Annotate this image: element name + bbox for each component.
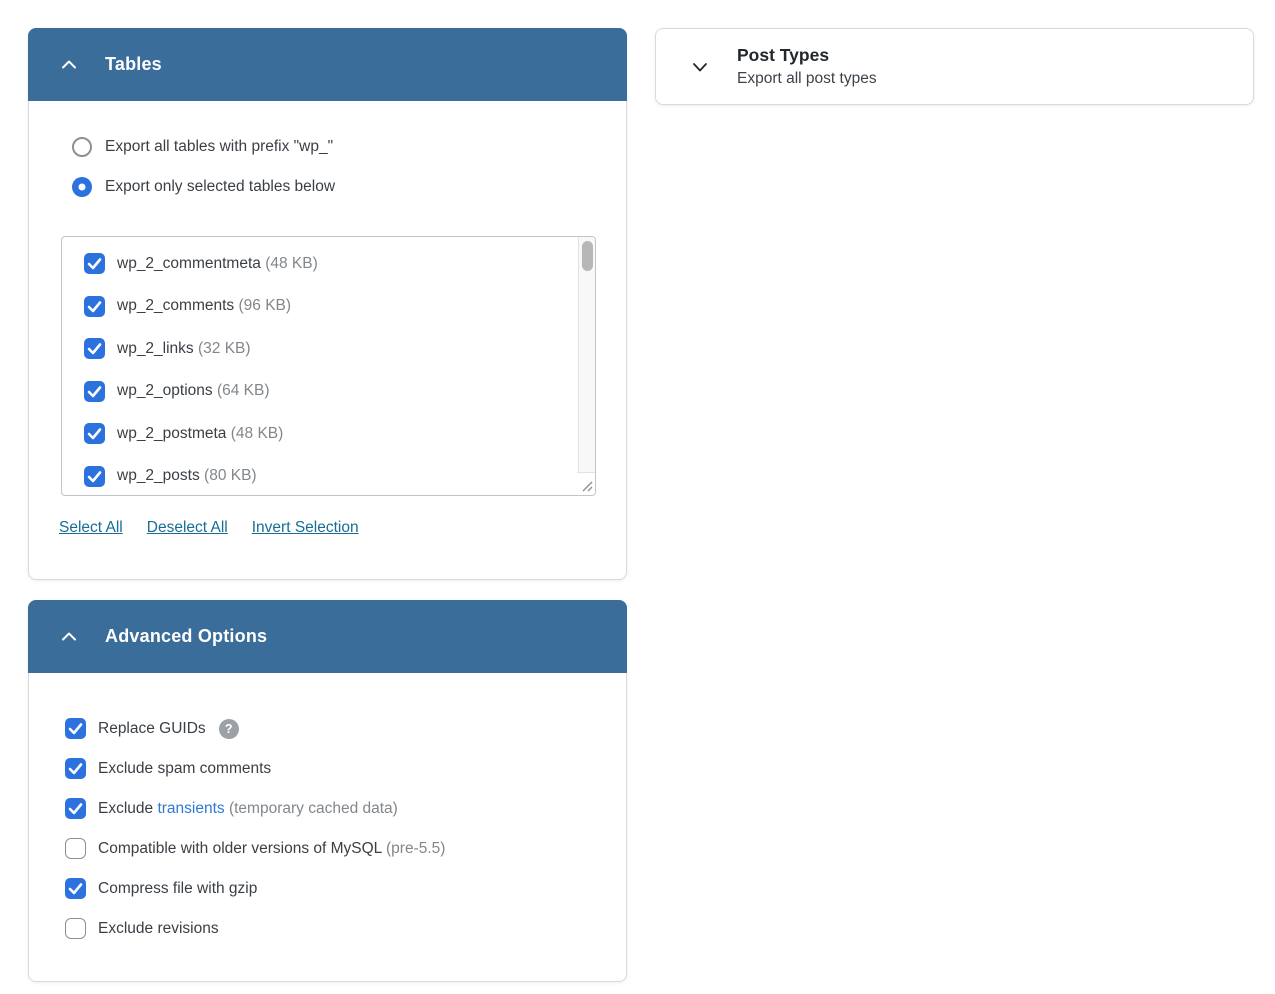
table-size: (64 KB) xyxy=(216,382,270,399)
checkbox-unchecked-icon[interactable] xyxy=(65,838,86,859)
table-size: (48 KB) xyxy=(265,254,318,272)
table-size: (32 KB) xyxy=(198,339,251,357)
chevron-down-icon[interactable] xyxy=(689,56,711,78)
table-row[interactable] xyxy=(84,338,595,359)
table-name: wp_2_links (32 KB) xyxy=(117,339,251,357)
chevron-up-icon[interactable] xyxy=(59,55,79,75)
checkbox-checked-icon[interactable] xyxy=(84,253,105,274)
table-select-list[interactable] xyxy=(61,236,596,496)
checkbox-checked-icon[interactable] xyxy=(84,423,105,444)
advanced-panel-title: Advanced Options xyxy=(105,626,268,646)
table-list-scrollbar[interactable] xyxy=(578,237,595,472)
radio-icon[interactable] xyxy=(72,177,92,197)
advanced-option-label: Exclude revisions xyxy=(98,919,219,937)
table-row[interactable] xyxy=(84,423,595,444)
table-name: wp_2_posts (80 KB) xyxy=(117,467,257,484)
tables-panel xyxy=(28,28,627,580)
checkbox-checked-icon[interactable] xyxy=(84,338,105,359)
table-size: (48 KB) xyxy=(230,424,284,442)
table-size: (96 KB) xyxy=(238,297,292,314)
table-name: wp_2_options (64 KB) xyxy=(117,382,270,399)
invert-selection-link[interactable]: Invert Selection xyxy=(251,519,359,536)
checkbox-checked-icon[interactable] xyxy=(84,381,105,402)
advanced-option-row[interactable] xyxy=(65,718,626,739)
radio-label: Export all tables with prefix "wp_" xyxy=(105,138,334,155)
export-scope-radio[interactable] xyxy=(59,177,626,197)
table-name: wp_2_comments (96 KB) xyxy=(117,297,292,314)
advanced-options-rows xyxy=(29,718,626,939)
advanced-option-label: Exclude transients (temporary cached data) xyxy=(98,799,398,817)
scrollbar-thumb[interactable] xyxy=(582,241,593,271)
advanced-option-label: Compress file with gzip xyxy=(98,879,258,897)
table-name: wp_2_postmeta (48 KB) xyxy=(117,424,284,442)
table-row[interactable] xyxy=(84,381,595,402)
advanced-option-row[interactable] xyxy=(65,878,626,899)
advanced-option-label: Exclude spam comments xyxy=(98,759,272,777)
checkbox-checked-icon[interactable] xyxy=(65,758,86,779)
select-all-link[interactable]: Select All xyxy=(59,519,123,536)
checkbox-checked-icon[interactable] xyxy=(84,466,105,487)
checkbox-checked-icon[interactable] xyxy=(65,798,86,819)
tables-panel-header[interactable] xyxy=(28,28,627,101)
checkbox-checked-icon[interactable] xyxy=(84,296,105,317)
checkbox-unchecked-icon[interactable] xyxy=(65,918,86,939)
help-icon[interactable]: ? xyxy=(219,719,239,739)
table-list-actions xyxy=(59,519,359,537)
post-types-text xyxy=(737,45,877,88)
advanced-option-label: Compatible with older versions of MySQL (pre-5.5) xyxy=(98,839,446,857)
post-types-subtitle: Export all post types xyxy=(737,70,877,87)
advanced-options-panel xyxy=(28,600,627,982)
transients-link[interactable]: transients xyxy=(157,799,225,817)
advanced-option-row[interactable] xyxy=(65,918,626,939)
post-types-title: Post Types xyxy=(737,45,830,65)
tables-panel-title: Tables xyxy=(105,54,162,74)
table-size: (80 KB) xyxy=(204,467,257,484)
table-row[interactable] xyxy=(84,296,595,317)
post-types-card[interactable] xyxy=(655,28,1254,105)
checkbox-checked-icon[interactable] xyxy=(65,718,86,739)
radio-icon[interactable] xyxy=(72,137,92,157)
advanced-option-row[interactable] xyxy=(65,838,626,859)
export-scope-radio[interactable] xyxy=(59,137,626,157)
table-row[interactable] xyxy=(84,466,595,487)
advanced-panel-header[interactable] xyxy=(28,600,627,673)
advanced-option-row[interactable] xyxy=(65,798,626,819)
table-row[interactable] xyxy=(84,253,595,274)
advanced-option-row[interactable] xyxy=(65,758,626,779)
table-scope-radio-group xyxy=(29,137,626,197)
radio-label: Export only selected tables below xyxy=(105,178,336,195)
checkbox-checked-icon[interactable] xyxy=(65,878,86,899)
deselect-all-link[interactable]: Deselect All xyxy=(146,519,228,536)
table-name: wp_2_commentmeta (48 KB) xyxy=(117,254,318,272)
advanced-option-label: Replace GUIDs xyxy=(98,719,206,737)
resize-handle[interactable] xyxy=(577,472,595,495)
table-list-rows xyxy=(62,237,595,487)
chevron-up-icon[interactable] xyxy=(59,627,79,647)
